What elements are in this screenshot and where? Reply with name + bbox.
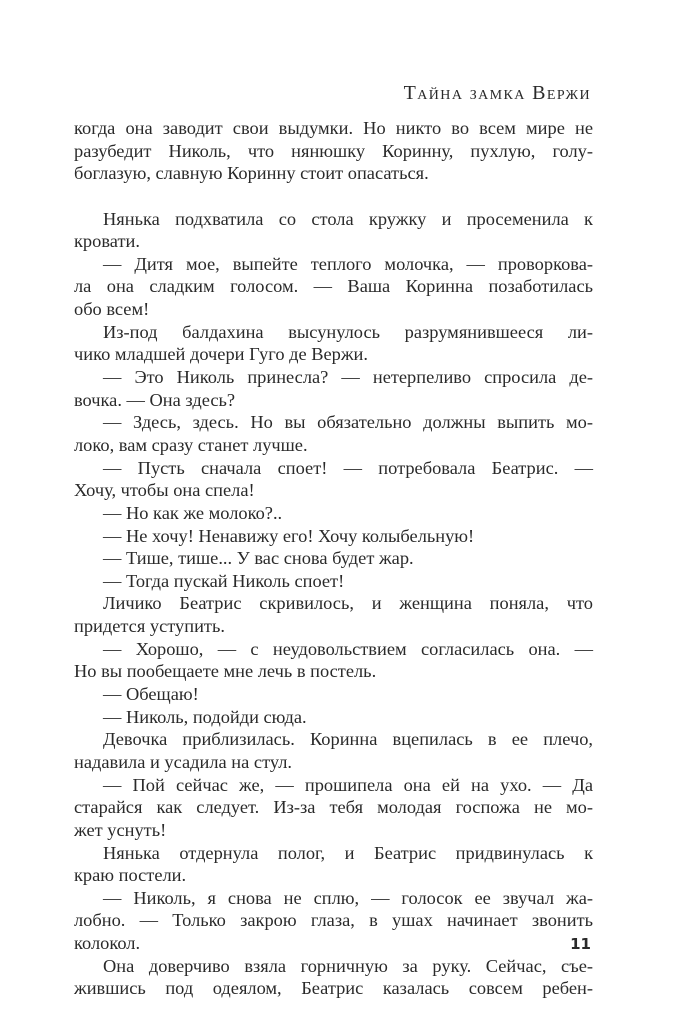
text-line: колокол.	[74, 933, 141, 954]
text-line: Но вы пообещаете мне лечь в постель.	[74, 661, 377, 682]
paragraph-first-line: Девочка приблизилась. Коринна вцепилась в ее плечо,	[103, 729, 593, 750]
paragraph-first-line: — Здесь, здесь. Но вы обязательно должны выпить мо-	[103, 412, 593, 433]
paragraph-first-line: — Тише, тише... У вас снова будет жар.	[103, 548, 414, 569]
paragraph-first-line: — Не хочу! Ненавижу его! Хочу колыбельную!	[103, 525, 475, 546]
text-line: обо всем!	[74, 299, 150, 320]
paragraph-first-line: — Хорошо, — с неудовольствием согласилась она. —	[103, 638, 593, 659]
text-line: ла она сладким голосом. — Ваша Коринна позаботилась	[74, 276, 593, 297]
text-line: старайся как следует. Из-за тебя молодая госпожа не мо-	[74, 797, 593, 818]
body-text	[74, 117, 593, 1000]
paragraph-first-line: — Обещаю!	[103, 684, 199, 705]
paragraph-first-line: Она доверчиво взяла горничную за руку. Сейчас, съе-	[103, 955, 593, 976]
text-line: разубедит Николь, что нянюшку Коринну, пухлую, голу-	[74, 140, 593, 161]
text-line: Хочу, чтобы она спела!	[74, 480, 255, 501]
paragraph-first-line: — Тогда пускай Николь споет!	[103, 570, 345, 591]
running-header-title: Тайна замка Вержи	[403, 82, 591, 104]
text-line: вочка. — Она здесь?	[74, 389, 236, 410]
paragraph-first-line: — Николь, подойди сюда.	[103, 706, 307, 727]
text-line: кровати.	[74, 231, 140, 252]
text-line: лобно. — Только закрою глаза, в ушах начинает звонить	[74, 910, 593, 931]
text-line: жет уснуть!	[74, 819, 167, 840]
page-number: 11	[570, 935, 591, 953]
text-line: придется уступить.	[74, 616, 225, 637]
text-line: жившись под одеялом, Беатрис казалась совсем ребен-	[74, 978, 593, 999]
paragraph-first-line: Личико Беатрис скривилось, и женщина поняла, что	[103, 593, 593, 614]
text-line: краю постели.	[74, 865, 187, 886]
text-line: локо, вам сразу станет лучше.	[74, 434, 308, 455]
text-line: когда она заводит свои выдумки. Но никто во всем мире не	[74, 118, 593, 138]
paragraph-first-line: Нянька подхватила со стола кружку и просеменила к	[103, 208, 593, 229]
text-line: надавила и усадила на стул.	[74, 751, 293, 772]
paragraph-first-line: — Пусть сначала споет! — потребовала Беатрис. —	[103, 457, 593, 478]
paragraph-first-line: Нянька отдернула полог, и Беатрис придвинулась к	[103, 842, 593, 863]
paragraph-first-line: — Николь, я снова не сплю, — голосок ее звучал жа-	[103, 887, 593, 908]
text-line: чико младшей дочери Гуго де Вержи.	[74, 344, 368, 365]
paragraph-first-line: — Дитя мое, выпейте теплого молочка, — проворкова-	[103, 253, 593, 274]
paragraph-first-line: — Это Николь принесла? — нетерпеливо спросила де-	[103, 367, 593, 388]
paragraph-first-line: — Пой сейчас же, — прошипела она ей на ухо. — Да	[103, 774, 593, 795]
paragraph-first-line: — Но как же молоко?..	[103, 502, 283, 523]
blank-line	[74, 185, 593, 208]
paragraph-first-line: Из-под балдахина высунулось разрумянившееся ли-	[103, 321, 593, 342]
text-line: боглазую, славную Коринну стоит опасаться.	[74, 163, 429, 184]
